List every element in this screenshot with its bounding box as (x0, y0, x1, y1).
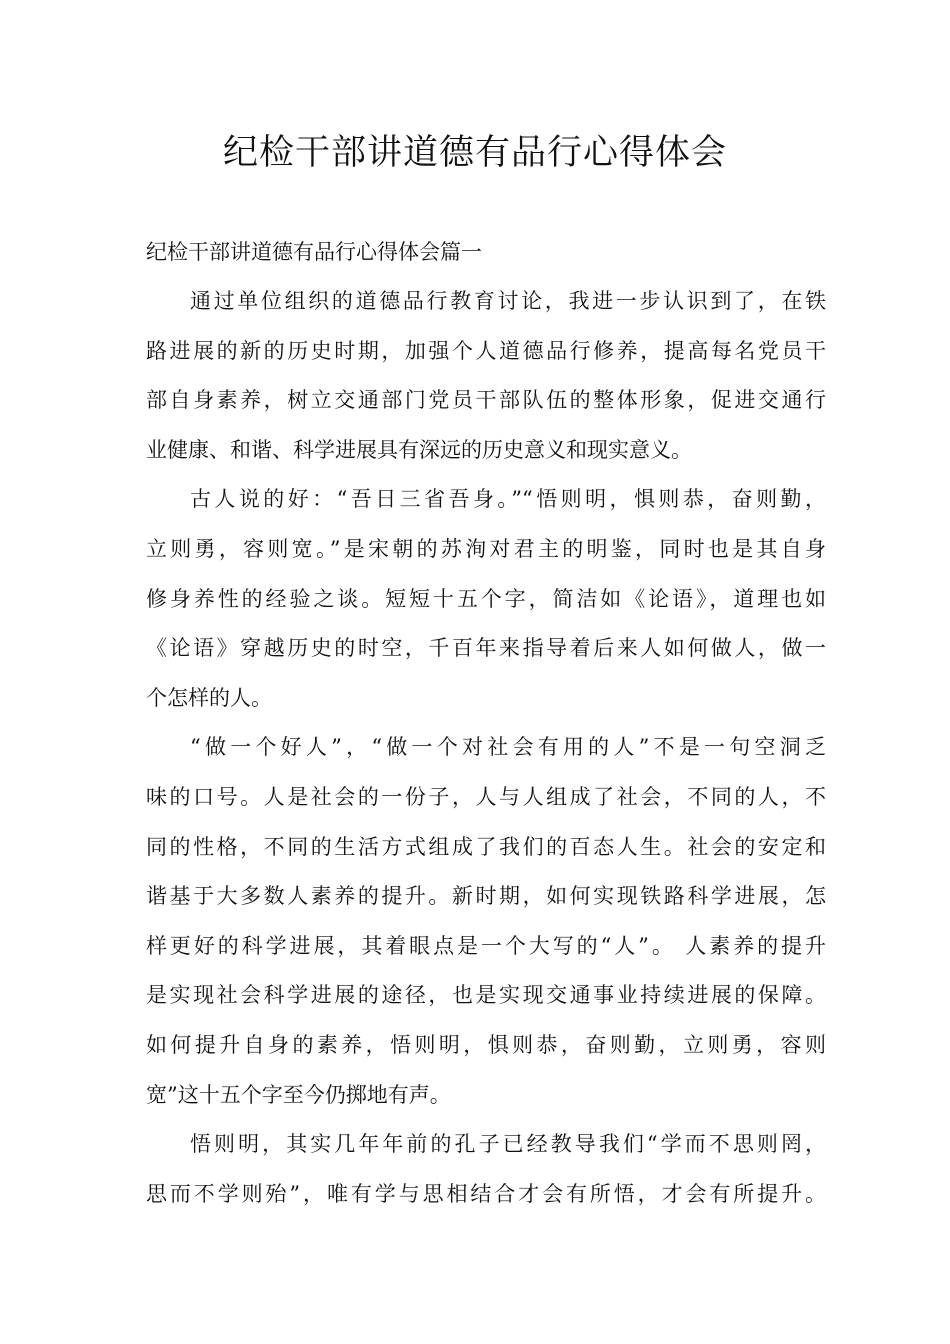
paragraph-line: 是实现社会科学进展的途径，也是实现交通事业持续进展的保障。 (146, 983, 826, 1007)
paragraph-line: 路进展的新的历史时期，加强个人道德品行修养，提高每名党员干 (146, 339, 826, 363)
paragraph-line: 《论语》穿越历史的时空，千百年来指导着后来人如何做人，做一 (146, 636, 826, 660)
paragraph-line: 思而不学则殆”，唯有学与思相结合才会有所悟，才会有所提升。 (146, 1182, 826, 1206)
paragraph-line: 个怎样的人。 (146, 686, 272, 710)
paragraph-line: 宽”这十五个字至今仍掷地有声。 (146, 1083, 451, 1107)
document-title: 纪检干部讲道德有品行心得体会 (222, 133, 727, 173)
paragraph-line: 谐基于大多数人素养的提升。新时期，如何实现铁路科学进展，怎 (146, 884, 826, 908)
paragraph-line: 悟则明，其实几年年前的孔子已经教导我们“学而不思则罔， (190, 1132, 826, 1156)
paragraph-line: 如何提升自身的素养，悟则明，惧则恭，奋则勤，立则勇，容则 (146, 1033, 826, 1057)
paragraph-line: 修身养性的经验之谈。短短十五个字，简洁如《论语》，道理也如 (146, 587, 826, 611)
paragraph-line: 古人说的好：“吾日三省吾身。”“悟则明，惧则恭，奋则勤， (190, 487, 826, 511)
paragraph-line: 部自身素养，树立交通部门党员干部队伍的整体形象，促进交通行 (146, 388, 826, 412)
paragraph-line: 味的口号。人是社会的一份子，人与人组成了社会，不同的人，不 (146, 785, 826, 809)
paragraph-line: “做一个好人”，“做一个对社会有用的人”不是一句空洞乏 (190, 735, 826, 759)
paragraph-line: 样更好的科学进展，其着眼点是一个大写的“人”。 人素养的提升 (146, 934, 826, 958)
paragraph-line: 通过单位组织的道德品行教育讨论，我进一步认识到了，在铁 (190, 289, 826, 313)
section-heading: 纪检干部讲道德有品行心得体会篇一 (146, 240, 482, 264)
paragraph-line: 立则勇，容则宽。”是宋朝的苏洵对君主的明鉴，同时也是其自身 (146, 537, 826, 561)
paragraph-line: 同的性格，不同的生活方式组成了我们的百态人生。社会的安定和 (146, 835, 826, 859)
paragraph-line: 业健康、和谐、科学进展具有深远的历史意义和现实意义。 (146, 438, 692, 462)
